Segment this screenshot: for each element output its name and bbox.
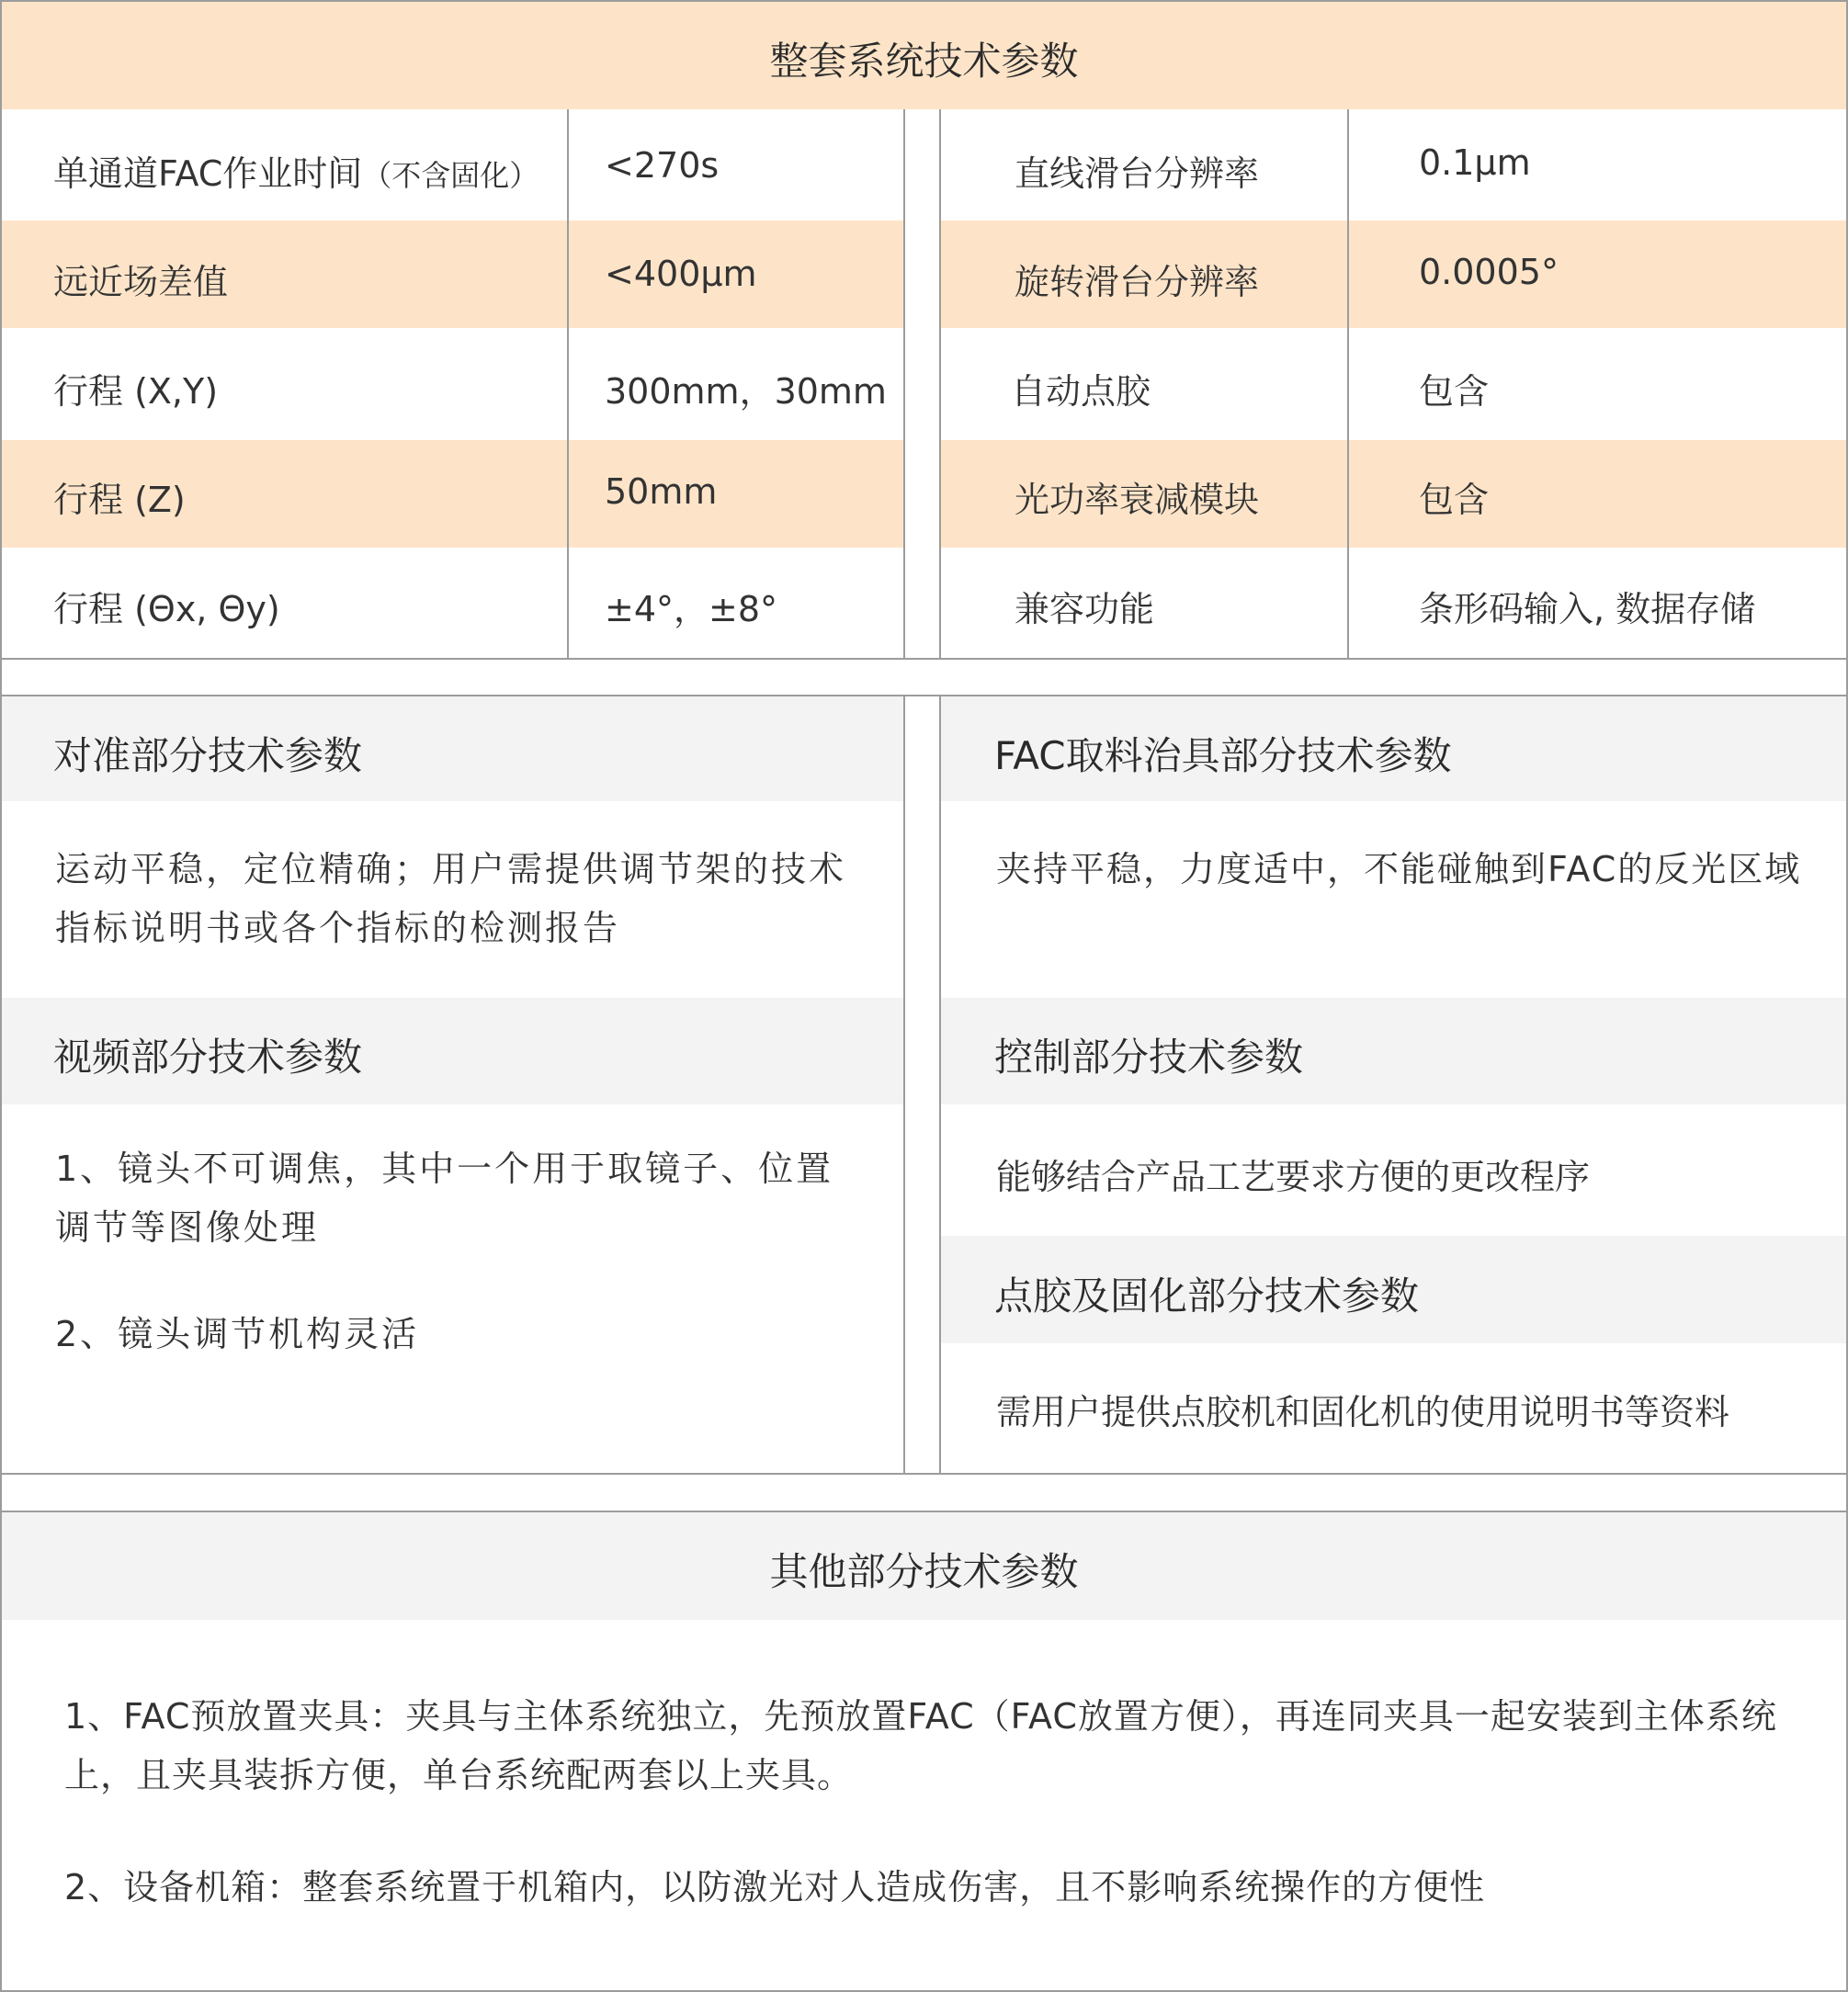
- param-label: 行程 (Z): [53, 480, 186, 520]
- frame-top: [0, 0, 1848, 2]
- param-value: 条形码输入, 数据存储: [1419, 589, 1756, 629]
- list-item: 1、FAC预放置夹具：夹具与主体系统独立，先预放置FAC（FAC放置方便），再连同夹具一起安装到主体系统上，且夹具装拆方便，单台系统配两套以上夹具。: [64, 1696, 1777, 1795]
- divider: [1347, 109, 1349, 660]
- section-title: 对准部分技术参数: [53, 733, 363, 778]
- section-title: 控制部分技术参数: [994, 1035, 1304, 1080]
- frame-left: [0, 0, 2, 1992]
- param-value: 包含: [1419, 480, 1490, 520]
- param-label: 旋转滑台分辨率: [1015, 262, 1260, 302]
- list-item: 1、镜头不可调焦，其中一个用于取镜子、位置调节等图像处理: [55, 1149, 834, 1248]
- divider: [0, 1473, 1848, 1475]
- param-label: 光功率衰减模块: [1015, 480, 1260, 520]
- list-item: 2、镜头调节机构灵活: [55, 1314, 420, 1354]
- list-item: 2、设备机箱：整套系统置于机箱内，以防激光对人造成伤害，且不影响系统操作的方便性: [64, 1867, 1486, 1907]
- param-value: <270s: [605, 145, 720, 186]
- param-value: 0.0005°: [1419, 252, 1559, 292]
- divider: [939, 109, 941, 660]
- section-title: FAC取料治具部分技术参数: [994, 733, 1452, 778]
- section-title: 点胶及固化部分技术参数: [994, 1273, 1420, 1319]
- other-title: 其他部分技术参数: [769, 1549, 1079, 1594]
- param-value: 包含: [1419, 371, 1490, 412]
- section-body: 需用户提供点胶机和固化机的使用说明书等资料: [996, 1392, 1730, 1432]
- divider: [939, 695, 941, 1475]
- param-label-main: 单通道FAC作业时间: [53, 153, 363, 194]
- param-label: 远近场差值: [53, 262, 229, 302]
- divider: [567, 109, 569, 660]
- section-body: 夹持平稳，力度适中，不能碰触到FAC的反光区域: [996, 849, 1802, 889]
- divider: [0, 1511, 1848, 1512]
- param-label: 直线滑台分辨率: [1015, 153, 1260, 194]
- param-label: 行程 (Θx, Θy): [53, 589, 280, 629]
- divider: [0, 695, 1848, 696]
- section-body: 运动平稳，定位精确；用户需提供调节架的技术指标说明书或各个指标的检测报告: [55, 849, 847, 948]
- param-value: <400µm: [605, 254, 757, 294]
- param-label: 行程 (X,Y): [53, 371, 219, 412]
- divider: [903, 695, 905, 1475]
- param-value: ±4°，±8°: [605, 589, 778, 629]
- param-label: 自动点胶: [1011, 371, 1151, 412]
- system-title: 整套系统技术参数: [769, 39, 1079, 84]
- divider: [903, 109, 905, 660]
- param-label-note: （不含固化）: [362, 158, 539, 193]
- param-label: [53, 145, 539, 196]
- section-title: 视频部分技术参数: [53, 1035, 363, 1080]
- section-body: 能够结合产品工艺要求方便的更改程序: [996, 1157, 1591, 1197]
- param-value: 50mm: [605, 471, 718, 512]
- param-value: 300mm，30mm: [605, 371, 887, 412]
- divider: [0, 658, 1848, 660]
- param-label: 兼容功能: [1015, 589, 1155, 629]
- param-value: 0.1µm: [1419, 142, 1531, 183]
